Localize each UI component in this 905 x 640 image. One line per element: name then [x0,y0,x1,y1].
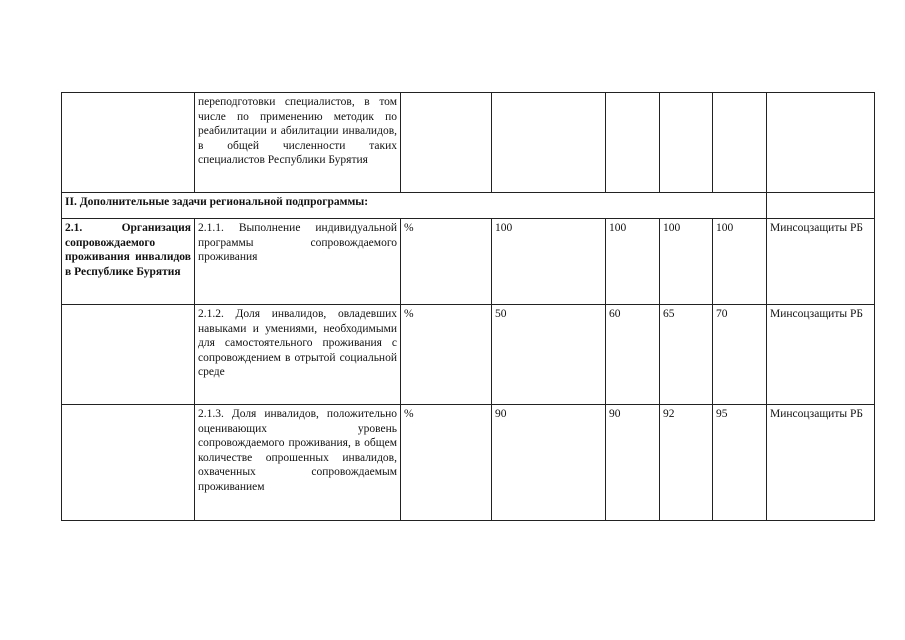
table-row [62,305,875,405]
value-cell: 90 [492,405,606,521]
table-row [62,219,875,305]
responsible-cell: Минсоцзащиты РБ [767,219,875,305]
table-row [62,405,875,521]
value-cell [492,93,606,193]
value-cell: 92 [660,405,713,521]
value-cell: 100 [713,219,767,305]
unit-cell [401,93,492,193]
task-cell: 2.1. Организация сопровождаемого проживания инвалидов в Республике Бурятия [62,219,195,305]
table-row [62,93,875,193]
value-cell: 70 [713,305,767,405]
responsible-cell [767,193,875,219]
indicator-cell: 2.1.2. Доля инвалидов, овладевших навыками и умениями, необходимыми для самостоятельного проживания с сопровождением в отрытой социальной среде [195,305,401,405]
indicators-table [61,92,875,521]
task-cell [62,93,195,193]
value-cell [606,93,660,193]
responsible-cell [767,93,875,193]
value-cell [713,93,767,193]
value-cell: 60 [606,305,660,405]
value-cell: 100 [606,219,660,305]
value-cell: 95 [713,405,767,521]
responsible-cell: Минсоцзащиты РБ [767,405,875,521]
unit-cell: % [401,405,492,521]
value-cell: 90 [606,405,660,521]
indicator-cell: 2.1.1. Выполнение индивидуальной программы сопровождаемого проживания [195,219,401,305]
section-header: II. Дополнительные задачи региональной подпрограммы: [62,193,767,219]
indicator-cell: переподготовки специалистов, в том числе по применению методик по реабилитации и абилитации инвалидов, в общей численности таких специалистов Республики Бурятия [195,93,401,193]
task-cell [62,405,195,521]
value-cell: 100 [492,219,606,305]
task-cell [62,305,195,405]
section-header-row [62,193,875,219]
value-cell: 65 [660,305,713,405]
value-cell: 50 [492,305,606,405]
unit-cell: % [401,219,492,305]
value-cell: 100 [660,219,713,305]
indicator-cell: 2.1.3. Доля инвалидов, положительно оценивающих уровень сопровождаемого проживания, в общем количестве опрошенных инвалидов, охваченных сопровождаемым проживанием [195,405,401,521]
unit-cell: % [401,305,492,405]
value-cell [660,93,713,193]
responsible-cell: Минсоцзащиты РБ [767,305,875,405]
